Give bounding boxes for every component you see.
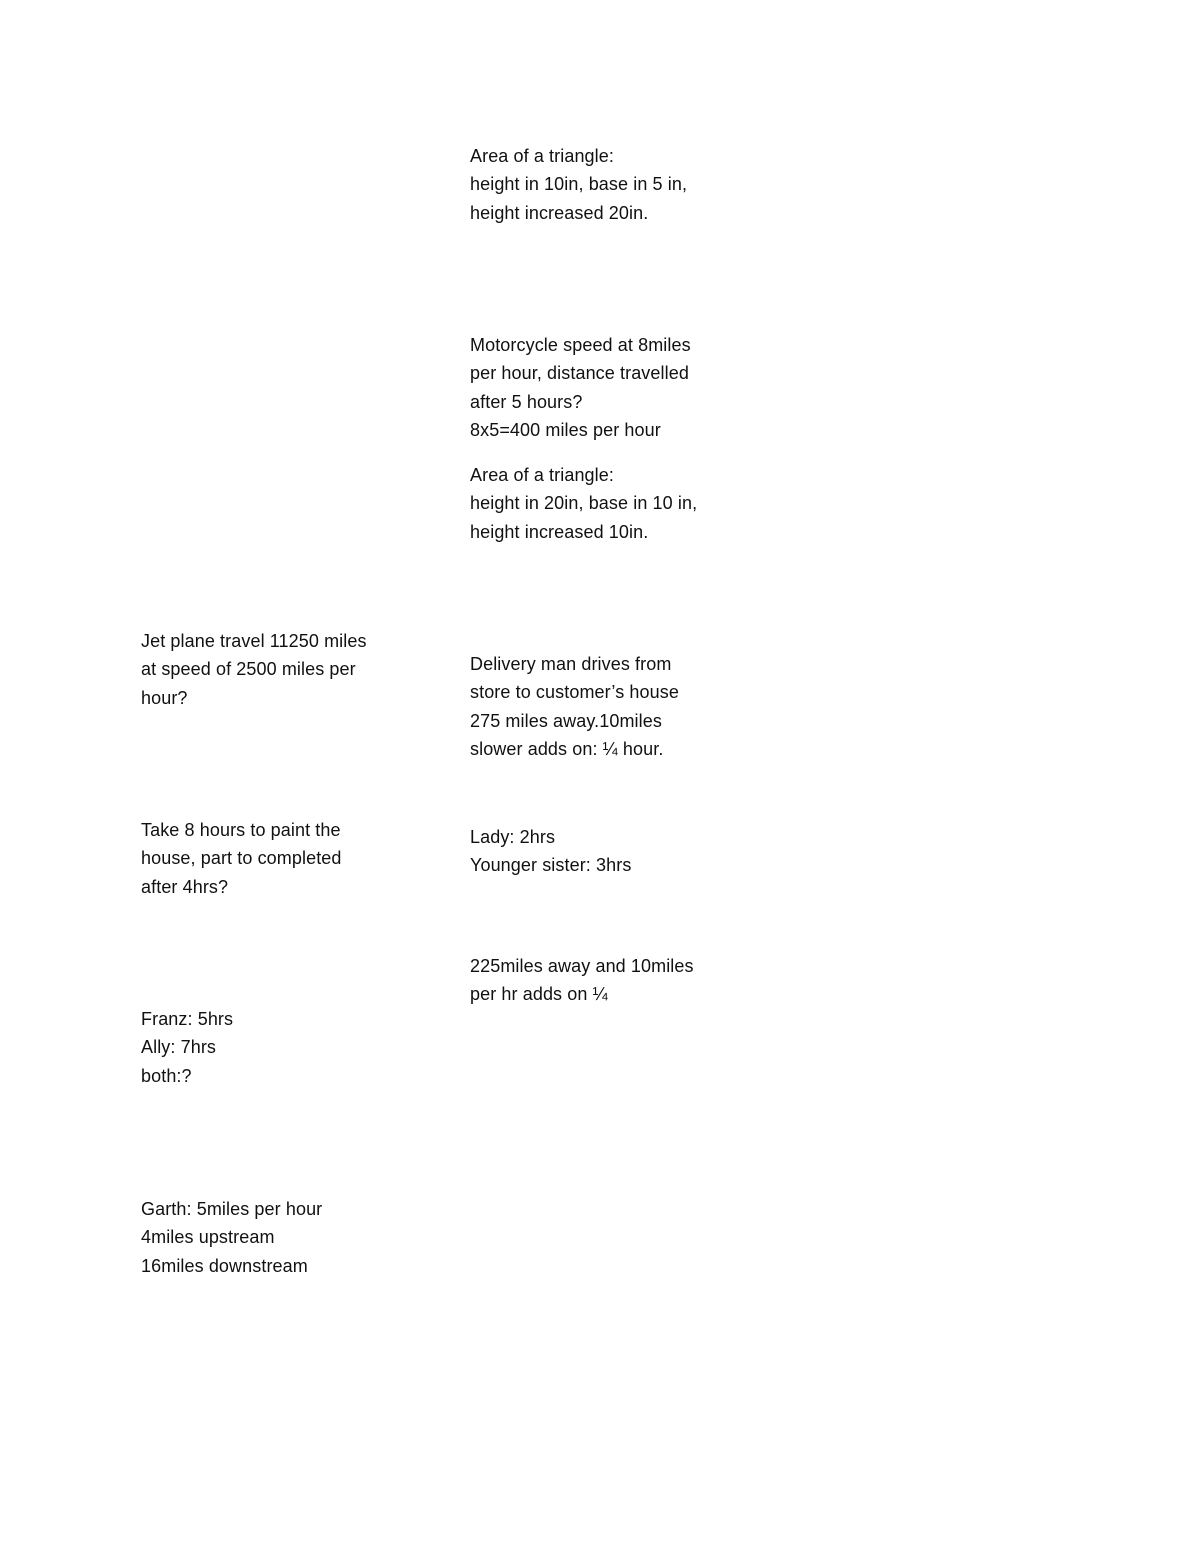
text-line: after 4hrs? — [141, 876, 229, 897]
text-line: Delivery man drives from — [470, 654, 672, 674]
text-line: after 5 hours? — [470, 391, 583, 412]
text-line: both:? — [141, 1065, 192, 1086]
garth-problem — [141, 1195, 322, 1280]
text-line: height increased 20in. — [470, 202, 649, 223]
lady-sister-problem — [470, 823, 631, 880]
paint-house-problem — [141, 816, 342, 901]
text-line: Garth: 5miles per hour — [141, 1199, 323, 1219]
text-line: at speed of 2500 miles per — [141, 659, 356, 680]
franz-ally-problem — [141, 1005, 233, 1090]
motorcycle-problem — [470, 331, 691, 444]
text-line: per hour, distance travelled — [470, 363, 689, 384]
text-line: Area of a triangle: — [470, 146, 614, 166]
delivery-problem — [470, 650, 679, 763]
text-line: Area of a triangle: — [470, 465, 614, 485]
text-line: Take 8 hours to paint the — [141, 820, 341, 840]
text-line: slower adds on: ¼ hour. — [470, 738, 664, 759]
text-line: hour? — [141, 687, 188, 708]
triangle-problem-1 — [470, 142, 687, 227]
text-line: height in 20in, base in 10 in, — [470, 493, 698, 514]
text-line: 16miles downstream — [141, 1255, 308, 1276]
text-line: 8x5=400 miles per hour — [470, 419, 661, 440]
text-line: Motorcycle speed at 8miles — [470, 335, 691, 355]
text-line: height increased 10in. — [470, 521, 649, 542]
text-line: 275 miles away.10miles — [470, 710, 662, 731]
text-line: Jet plane travel 11250 miles — [141, 631, 367, 651]
text-line: Ally: 7hrs — [141, 1037, 217, 1058]
text-line: Franz: 5hrs — [141, 1009, 234, 1029]
text-line: per hr adds on ¼ — [470, 984, 608, 1005]
text-line: 225miles away and 10miles — [470, 956, 694, 976]
distance-225-problem — [470, 952, 694, 1009]
text-line: height in 10in, base in 5 in, — [470, 174, 688, 195]
text-line: house, part to completed — [141, 848, 342, 869]
jet-plane-problem — [141, 627, 367, 712]
text-line: Lady: 2hrs — [470, 827, 556, 847]
text-line: store to customer’s house — [470, 682, 679, 703]
triangle-problem-2 — [470, 461, 697, 546]
text-line: 4miles upstream — [141, 1227, 275, 1248]
text-line: Younger sister: 3hrs — [470, 855, 632, 876]
